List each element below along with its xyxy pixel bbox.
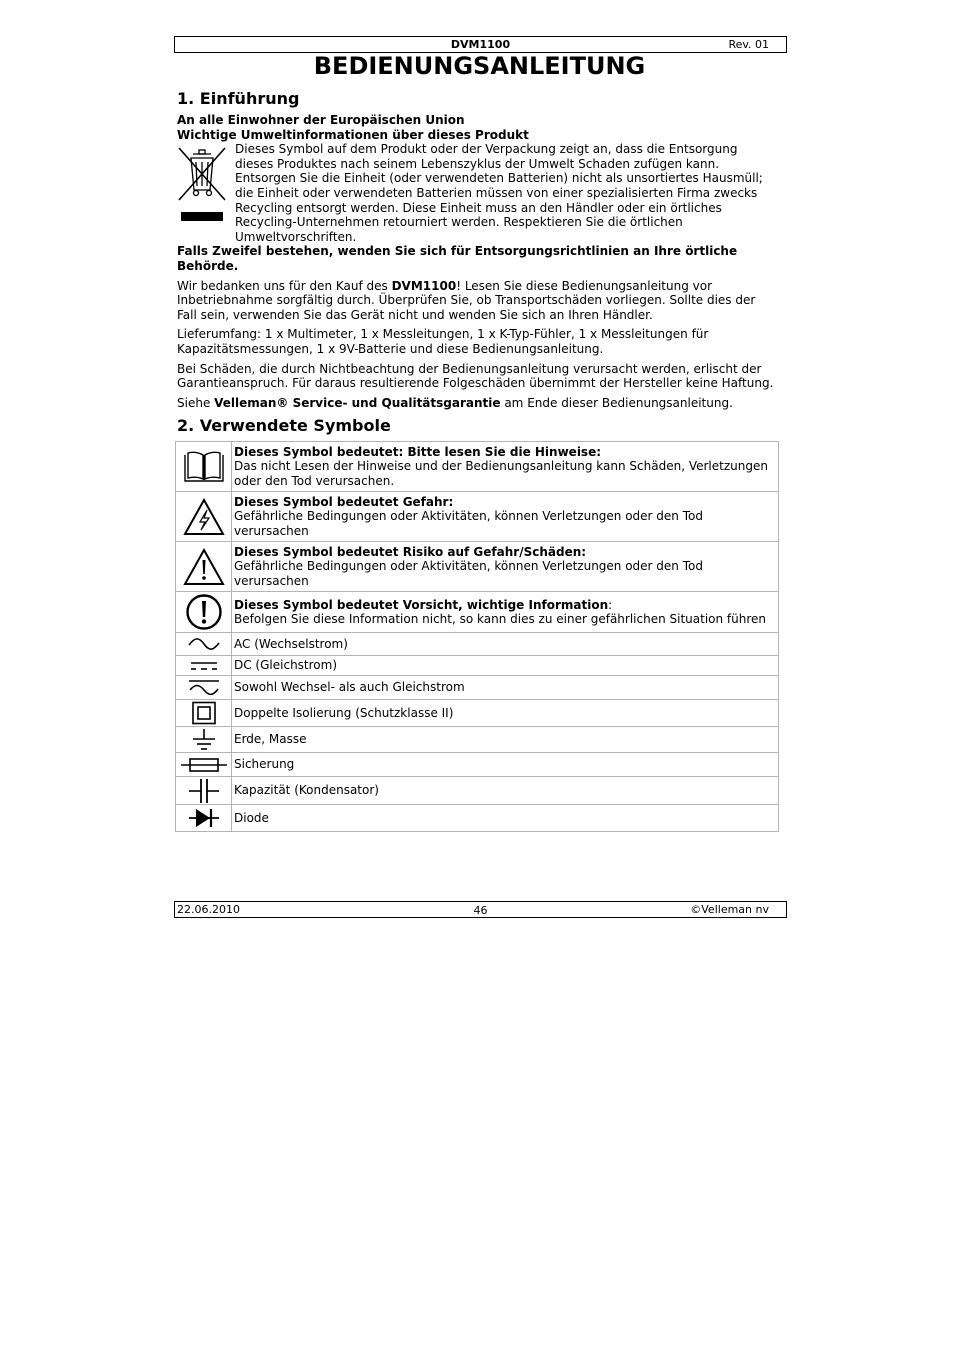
table-row (176, 777, 779, 805)
ground-icon (191, 728, 217, 752)
table-row (176, 442, 779, 492)
header-revision: Rev. 01 (728, 38, 769, 51)
content (177, 88, 777, 832)
table-row (176, 676, 779, 700)
caution-circle-icon (184, 593, 224, 631)
symbol-title-suffix: : (608, 597, 613, 612)
table-row (176, 492, 779, 542)
table-row (176, 633, 779, 656)
page-footer (174, 901, 787, 918)
symbol-description: Doppelte Isolierung (Schutzklasse II) (234, 705, 454, 720)
footer-copyright: ©Velleman nv (690, 903, 769, 916)
footer-page-number: 46 (473, 904, 488, 917)
symbol-title: Dieses Symbol bedeutet Vorsicht, wichtige Information (234, 597, 609, 612)
warning-triangle-icon (182, 547, 226, 587)
footer-date: 22.06.2010 (177, 903, 240, 916)
table-row (176, 592, 779, 633)
table-row (176, 727, 779, 753)
symbol-description: Diode (234, 810, 269, 825)
double-insulation-icon (191, 701, 217, 725)
symbol-description: Sowohl Wechsel- als auch Gleichstrom (234, 680, 465, 695)
warranty-paragraph: Bei Schäden, die durch Nichtbeachtung der Bedienungsanleitung verursacht werden, erlischt der Garantieanspruch. Für daraus resultierende Folgeschäden übernimmt der Hersteller keine Haftung. (177, 361, 774, 391)
symbol-description: Sicherung (234, 757, 295, 772)
table-row (176, 753, 779, 777)
delivery-paragraph: Lieferumfang: 1 x Multimeter, 1 x Messleitungen, 1 x K-Typ-Fühler, 1 x Messleitungen für Kapazitätsmessungen, 1 x 9V-Batterie und diese Bedienungsanleitung. (177, 327, 709, 356)
environment-text: Dieses Symbol auf dem Produkt oder der Verpackung zeigt an, dass die Entsorgung dieses Produktes nach seinem Lebenszyklus der Umwelt Schaden zufügen kann. Entsorgen Sie die Einheit (oder verwendeten Batterien) nicht als unsortiertes Hausmüll; die Einheit oder verwendeten Batterien müssen von einer spezialisierten Firma zwecks Recycling entsorgt werden. Diese Einheit muss an den Händler oder ein örtliches Recycling-Unternehmen retourniert werden. Respektieren Sie die örtlichen Umweltvorschriften. (235, 142, 763, 244)
doubt-text: Falls Zweifel bestehen, wenden Sie sich für Entsorgungsrichtlinien an Ihre örtliche Behörde. (177, 244, 738, 273)
symbols-table (175, 441, 779, 832)
symbol-description: Das nicht Lesen der Hinweise und der Bedienungsanleitung kann Schäden, Verletzungen oder den Tod verursachen. (234, 459, 768, 489)
ac-icon (186, 636, 222, 652)
book-icon (182, 449, 226, 485)
section-2-heading: 2. Verwendete Symbole (177, 416, 391, 436)
symbol-title: Dieses Symbol bedeutet: Bitte lesen Sie die Hinweise: (234, 444, 602, 459)
table-row (176, 542, 779, 592)
symbol-description: Erde, Masse (234, 732, 307, 747)
table-row (176, 700, 779, 727)
symbol-description: DC (Gleichstrom) (234, 658, 338, 673)
page-title: BEDIENUNGSANLEITUNG (313, 52, 646, 80)
table-row (176, 805, 779, 832)
symbol-title: Dieses Symbol bedeutet Gefahr: (234, 494, 454, 509)
fuse-icon (180, 757, 228, 773)
section-1-heading: 1. Einführung (177, 89, 300, 108)
dc-icon (189, 659, 219, 673)
symbol-description: Kapazität (Kondensator) (234, 783, 379, 798)
weee-bin-icon (177, 144, 227, 230)
thanks-paragraph: Wir bedanken uns für den Kauf des DVM1100! Lesen Sie diese Bedienungsanleitung vor Inbetriebnahme sorgfältig durch. Überprüfen Sie, ob Transportschäden vorliegen. Sollte dies der Fall sein, verwenden Sie das Gerät nicht und wenden Sie sich an Ihren Händler. (177, 278, 756, 322)
capacitor-icon (188, 778, 220, 804)
see-paragraph: Siehe Velleman® Service- und Qualitätsgarantie am Ende dieser Bedienungsanleitung. (177, 395, 733, 410)
diode-icon (188, 807, 220, 829)
environment-heading: Wichtige Umweltinformationen über dieses Produkt (177, 127, 529, 142)
symbol-description: AC (Wechselstrom) (234, 636, 348, 651)
symbol-description: Gefährliche Bedingungen oder Aktivitäten, können Verletzungen oder den Tod verursachen (234, 509, 703, 539)
ac-dc-icon (187, 678, 221, 698)
environment-block (177, 142, 777, 244)
header-model: DVM1100 (450, 38, 511, 51)
symbol-description: Gefährliche Bedingungen oder Aktivitäten, können Verletzungen oder den Tod verursachen (234, 559, 703, 589)
table-row (176, 656, 779, 676)
high-voltage-warning-icon (182, 497, 226, 537)
symbol-title: Dieses Symbol bedeutet Risiko auf Gefahr/Schäden: (234, 544, 587, 559)
symbol-description: Befolgen Sie diese Information nicht, so kann dies zu einer gefährlichen Situation führen (234, 612, 767, 627)
eu-heading: An alle Einwohner der Europäischen Union (177, 113, 465, 127)
